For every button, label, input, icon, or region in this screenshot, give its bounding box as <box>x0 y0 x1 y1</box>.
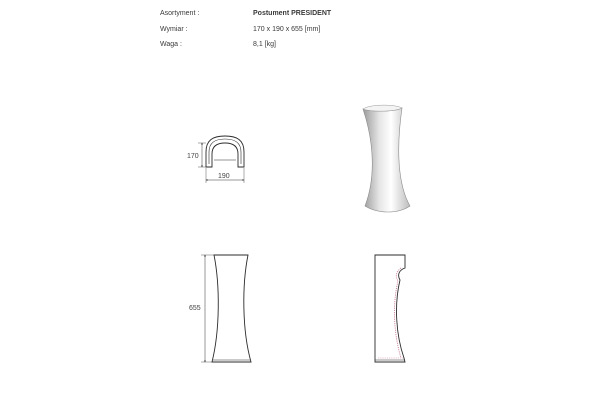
front-view <box>212 255 251 362</box>
dimension-front-height <box>189 255 214 362</box>
spec-value: 8,1 [kg] <box>253 41 276 48</box>
dimension-label-depth: 170 <box>187 153 199 160</box>
spec-label: Wymiar : <box>160 25 188 33</box>
dimension-top-depth <box>187 143 206 167</box>
dimension-top-width <box>206 168 244 183</box>
dimension-label-width: 190 <box>218 173 230 180</box>
spec-value: 170 x 190 x 655 [mm] <box>253 25 321 33</box>
section-view <box>375 255 405 362</box>
spec-label: Waga : <box>160 41 182 48</box>
spec-value: Postument PRESIDENT <box>253 10 332 17</box>
dimension-label-height: 655 <box>189 305 201 312</box>
top-view <box>206 136 244 167</box>
pedestal-render <box>363 105 410 212</box>
spec-label: Asortyment : <box>160 10 200 17</box>
